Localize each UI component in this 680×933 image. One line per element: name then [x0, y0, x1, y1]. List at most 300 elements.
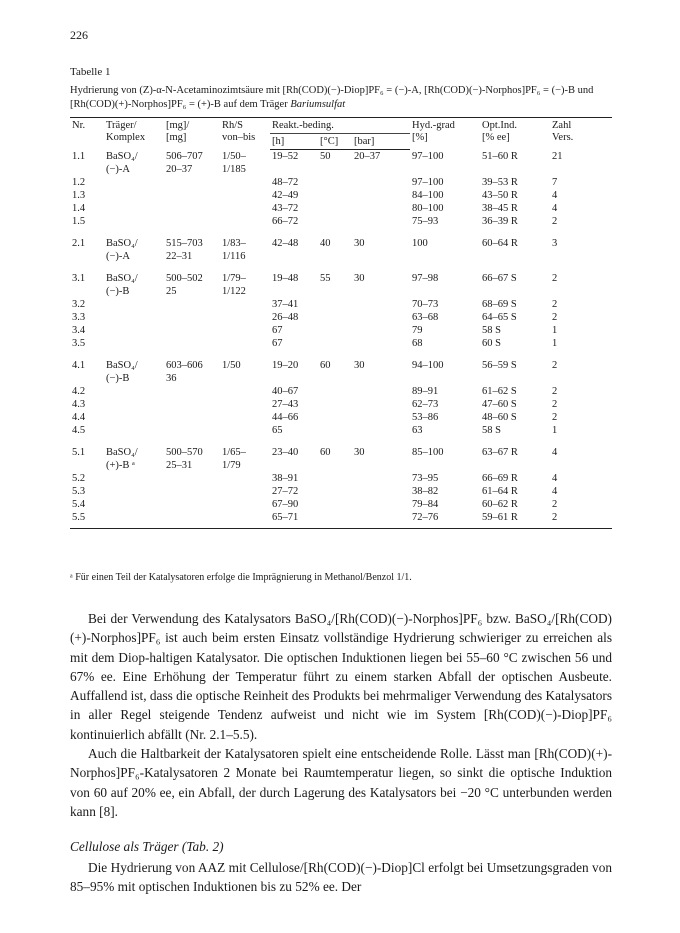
cell-traeger: (−)-B [106, 286, 130, 297]
cell-mg [164, 424, 220, 437]
cell-opt: 61–64 R [482, 486, 518, 497]
cell-c [318, 398, 352, 411]
cell-mg: 20–37 [166, 164, 193, 175]
cell-nr: 1.1 [72, 150, 86, 162]
cell-zahl: 2 [552, 412, 558, 423]
cell-traeger [104, 202, 164, 215]
cell-hyd: 38–82 [412, 486, 439, 497]
col-header-h: [h] [270, 134, 318, 150]
cell-h: 42–48 [272, 238, 299, 249]
cell-nr [70, 250, 104, 263]
cell-zahl: 1 [552, 325, 558, 336]
cell-bar [352, 189, 410, 202]
table-row [70, 385, 612, 398]
cell-c [318, 485, 352, 498]
cell-hyd: 63–68 [412, 312, 439, 323]
col-header-hyd: Hyd.-grad [%] [410, 118, 480, 150]
table-row [70, 498, 612, 511]
cell-nr: 1.4 [72, 203, 86, 214]
cell-traeger [104, 511, 164, 529]
cell-zahl: 2 [552, 386, 558, 397]
cell-c [318, 285, 352, 298]
cell-rhs: 1/185 [222, 164, 246, 175]
cell-nr [70, 459, 104, 472]
cell-rhs [220, 372, 270, 385]
cell-nr: 3.2 [72, 299, 86, 310]
table-row [70, 176, 612, 189]
cell-c [318, 472, 352, 485]
cell-opt: 56–59 S [482, 360, 517, 371]
cell-traeger [104, 298, 164, 311]
paragraph: Auch die Haltbarkeit der Katalysatoren spielt eine entscheidende Rolle. Lässt man [Rh(COD)(+)-Norphos]PF₆-Katalysatoren 2 Monate bei Raumtemperatur liegen, so sinkt die optische Induktion von 60 auf 20% ee, ein Abfall, der durch Lagerung des Katalysators bei −20 °C unterbunden werden kann [8]. [70, 746, 612, 819]
cell-h: 27–72 [272, 486, 299, 497]
table-row [70, 350, 612, 372]
cell-hyd: 68 [412, 338, 423, 349]
cell-traeger: BaSO₄/ [106, 238, 138, 249]
body-text [70, 609, 612, 821]
cell-traeger: BaSO₄/ [106, 273, 138, 284]
cell-hyd [410, 285, 480, 298]
table-row [70, 163, 612, 176]
cell-mg [164, 385, 220, 398]
cell-traeger [104, 411, 164, 424]
results-table-body [70, 150, 612, 529]
cell-c [318, 250, 352, 263]
cell-hyd [410, 459, 480, 472]
cell-mg [164, 176, 220, 189]
cell-mg [164, 498, 220, 511]
table-row [70, 215, 612, 228]
table-row [70, 459, 612, 472]
cell-hyd: 72–76 [412, 512, 439, 523]
cell-h: 19–52 [272, 151, 299, 162]
cell-h: 44–66 [272, 412, 299, 423]
cell-h: 27–43 [272, 399, 299, 410]
cell-c [318, 511, 352, 529]
cell-rhs [220, 311, 270, 324]
cell-opt: 43–50 R [482, 190, 518, 201]
cell-c: 40 [320, 238, 331, 249]
cell-bar [352, 411, 410, 424]
cell-zahl: 1 [552, 425, 558, 436]
cell-nr: 2.1 [72, 238, 86, 249]
cell-bar: 20–37 [354, 151, 381, 162]
table-caption: Tabelle 1 [70, 66, 111, 78]
cell-zahl [550, 459, 612, 472]
cell-opt: 64–65 S [482, 312, 517, 323]
cell-opt: 58 S [482, 325, 501, 336]
cell-nr [70, 285, 104, 298]
cell-h: 67 [272, 338, 283, 349]
cell-h [270, 163, 318, 176]
cell-opt: 60–62 R [482, 499, 518, 510]
table-row [70, 298, 612, 311]
cell-zahl [550, 163, 612, 176]
cell-mg [164, 337, 220, 350]
cell-opt: 58 S [482, 425, 501, 436]
cell-mg [164, 311, 220, 324]
cell-hyd: 85–100 [412, 447, 444, 458]
cell-traeger: BaSO₄/ [106, 360, 138, 371]
cell-h [270, 372, 318, 385]
table-description [70, 84, 610, 112]
col-header-c: [°C] [318, 134, 352, 150]
table-row [70, 411, 612, 424]
cell-rhs: 1/79– [222, 273, 246, 284]
cell-zahl: 4 [552, 190, 558, 201]
col-header-mg: [mg]/ [mg] [164, 118, 220, 150]
col-header-zahl: Zahl Vers. [550, 118, 612, 150]
cell-nr: 1.2 [72, 177, 86, 188]
cell-nr: 5.5 [72, 512, 86, 523]
cell-opt: 60–64 R [482, 238, 518, 249]
cell-traeger: (−)-A [106, 251, 130, 262]
cell-c [318, 459, 352, 472]
cell-c [318, 337, 352, 350]
page-number: 226 [70, 28, 88, 42]
cell-opt: 36–39 R [482, 216, 518, 227]
cell-rhs [220, 298, 270, 311]
cell-mg: 603–606 [166, 360, 203, 371]
cell-nr: 1.3 [72, 190, 86, 201]
cell-bar: 30 [354, 273, 365, 284]
cell-rhs [220, 398, 270, 411]
cell-rhs [220, 424, 270, 437]
cell-bar [352, 337, 410, 350]
cell-opt: 63–67 R [482, 447, 518, 458]
cell-traeger: (+)-B ᵃ [106, 460, 135, 471]
cell-opt: 59–61 R [482, 512, 518, 523]
cell-zahl: 1 [552, 338, 558, 349]
cell-traeger: (−)-B [106, 373, 130, 384]
cell-c: 55 [320, 273, 331, 284]
cell-traeger [104, 215, 164, 228]
cell-mg [164, 202, 220, 215]
cell-traeger [104, 472, 164, 485]
cell-traeger: BaSO₄/ [106, 150, 138, 162]
cell-opt: 66–69 R [482, 473, 518, 484]
cell-nr: 3.4 [72, 325, 86, 336]
table-row [70, 263, 612, 285]
cell-c [318, 176, 352, 189]
cell-hyd: 62–73 [412, 399, 439, 410]
cell-hyd: 73–95 [412, 473, 439, 484]
cell-nr: 5.4 [72, 499, 86, 510]
cell-rhs [220, 511, 270, 529]
cell-h: 19–48 [272, 273, 299, 284]
cell-zahl: 4 [552, 473, 558, 484]
cell-mg [164, 511, 220, 529]
cell-h: 26–48 [272, 312, 299, 323]
cell-rhs [220, 472, 270, 485]
cell-mg [164, 215, 220, 228]
cell-hyd: 94–100 [412, 360, 444, 371]
table-footnote: ᵃ Für einen Teil der Katalysatoren erfolge die Imprägnierung in Methanol/Benzol 1/1. [70, 572, 412, 583]
cell-hyd: 84–100 [412, 190, 444, 201]
cell-bar [352, 311, 410, 324]
table-description-text: Hydrierung von (Z)-α-N-Acetaminozimtsäure mit [Rh(COD)(−)-Diop]PF₆ = (−)-A, [Rh(COD)(−)-Norphos]PF₆ = (−)-B und [Rh(COD)(+)-Norphos]PF₆ = (+)-B auf dem Träger [70, 85, 594, 110]
cell-c: 60 [320, 360, 331, 371]
cell-hyd [410, 372, 480, 385]
cell-opt: 60 S [482, 338, 501, 349]
cell-bar [352, 202, 410, 215]
cell-bar [352, 163, 410, 176]
cell-rhs: 1/65– [222, 447, 246, 458]
cell-c [318, 385, 352, 398]
cell-bar [352, 372, 410, 385]
cell-nr: 3.5 [72, 338, 86, 349]
cell-traeger [104, 337, 164, 350]
table-row [70, 424, 612, 437]
cell-h: 38–91 [272, 473, 299, 484]
col-header-reakt: Reakt.-beding. [270, 118, 410, 134]
cell-rhs: 1/122 [222, 286, 246, 297]
cell-zahl: 2 [552, 360, 558, 371]
cell-bar: 30 [354, 360, 365, 371]
cell-mg [164, 472, 220, 485]
cell-zahl [550, 372, 612, 385]
cell-opt: 61–62 S [482, 386, 517, 397]
cell-opt: 47–60 S [482, 399, 517, 410]
cell-opt: 38–45 R [482, 203, 518, 214]
cell-h: 40–67 [272, 386, 299, 397]
cell-hyd: 70–73 [412, 299, 439, 310]
cell-h: 65 [272, 425, 283, 436]
cell-nr [70, 163, 104, 176]
cell-bar [352, 250, 410, 263]
cell-rhs [220, 337, 270, 350]
cell-nr: 5.3 [72, 486, 86, 497]
cell-c [318, 298, 352, 311]
table-row [70, 285, 612, 298]
cell-mg: 500–502 [166, 273, 203, 284]
cell-opt [480, 372, 550, 385]
cell-traeger: BaSO₄/ [106, 447, 138, 458]
cell-bar [352, 459, 410, 472]
cell-hyd: 97–98 [412, 273, 439, 284]
cell-opt [480, 163, 550, 176]
cell-zahl: 2 [552, 312, 558, 323]
cell-c [318, 202, 352, 215]
cell-traeger [104, 311, 164, 324]
cell-opt: 68–69 S [482, 299, 517, 310]
cell-hyd: 53–86 [412, 412, 439, 423]
cell-opt [480, 285, 550, 298]
cell-nr: 5.2 [72, 473, 86, 484]
cell-c: 50 [320, 151, 331, 162]
cell-bar [352, 285, 410, 298]
cell-hyd [410, 250, 480, 263]
cell-h [270, 459, 318, 472]
cell-nr: 4.5 [72, 425, 86, 436]
cell-opt: 39–53 R [482, 177, 518, 188]
table-row [70, 250, 612, 263]
col-header-bar: [bar] [352, 134, 410, 150]
cell-mg: 500–570 [166, 447, 203, 458]
cell-rhs: 1/50 [222, 360, 241, 371]
cell-rhs [220, 385, 270, 398]
cell-h: 43–72 [272, 203, 299, 214]
cell-mg: 22–31 [166, 251, 193, 262]
cell-h: 23–40 [272, 447, 299, 458]
cell-c [318, 372, 352, 385]
paragraph: Bei der Verwendung des Katalysators BaSO₄/[Rh(COD)(−)-Norphos]PF₆ bzw. BaSO₄/[Rh(COD)(+)-Norphos]PF₆ ist auch beim ersten Einsatz vollständige Hydrierung schwieriger zu erreichen als mit dem Diop-haltigen Katalysator. Die optischen Induktionen liegen bei 55–60 °C zwischen 56 und 67% ee. Eine Erhöhung der Temperatur führt zu einem starken Abfall der optischen Ausbeute. Auffallend ist, dass die optische Reinheit des Produkts bei mehrmaliger Verwendung des Katalysators in aller Regel steigende Tendenz aufweist und nicht wie im System [Rh(COD)(−)-Diop]PF₆ kontinuierlich abfällt (Nr. 2.1–5.5). [70, 611, 612, 742]
cell-rhs [220, 215, 270, 228]
cell-h: 42–49 [272, 190, 299, 201]
cell-hyd: 80–100 [412, 203, 444, 214]
table-row [70, 372, 612, 385]
cell-h: 48–72 [272, 177, 299, 188]
cell-bar [352, 424, 410, 437]
cell-rhs: 1/79 [222, 460, 241, 471]
cell-mg: 25 [166, 286, 177, 297]
col-header-traeger: Träger/ Komplex [104, 118, 164, 150]
cell-mg [164, 189, 220, 202]
cell-h: 67 [272, 325, 283, 336]
cell-c: 60 [320, 447, 331, 458]
body-text-continued [70, 858, 612, 897]
cell-hyd: 79 [412, 325, 423, 336]
cell-bar [352, 324, 410, 337]
cell-nr: 4.3 [72, 399, 86, 410]
cell-traeger [104, 485, 164, 498]
cell-zahl: 2 [552, 399, 558, 410]
table-row [70, 311, 612, 324]
cell-bar [352, 498, 410, 511]
cell-rhs [220, 324, 270, 337]
table-row [70, 511, 612, 529]
cell-mg: 25–31 [166, 460, 193, 471]
table-description-italic: Bariumsulfat [290, 99, 346, 110]
cell-hyd: 75–93 [412, 216, 439, 227]
cell-zahl: 4 [552, 447, 558, 458]
cell-nr [70, 372, 104, 385]
cell-bar [352, 298, 410, 311]
cell-c [318, 163, 352, 176]
cell-zahl: 21 [552, 150, 563, 162]
cell-mg [164, 324, 220, 337]
cell-opt [480, 250, 550, 263]
cell-nr: 4.2 [72, 386, 86, 397]
cell-hyd: 63 [412, 425, 423, 436]
col-header-opt: Opt.Ind. [% ee] [480, 118, 550, 150]
table-row [70, 228, 612, 250]
cell-nr: 3.1 [72, 273, 86, 284]
cell-traeger [104, 424, 164, 437]
cell-rhs [220, 485, 270, 498]
cell-traeger: (−)-A [106, 164, 130, 175]
cell-hyd: 97–100 [412, 177, 444, 188]
cell-zahl: 7 [552, 177, 558, 188]
cell-c [318, 324, 352, 337]
cell-hyd: 100 [412, 238, 428, 249]
cell-nr: 1.5 [72, 216, 86, 227]
cell-rhs [220, 189, 270, 202]
cell-rhs: 1/83– [222, 238, 246, 249]
cell-traeger [104, 498, 164, 511]
cell-bar [352, 215, 410, 228]
cell-rhs: 1/116 [222, 251, 246, 262]
cell-mg [164, 485, 220, 498]
cell-bar [352, 385, 410, 398]
cell-c [318, 498, 352, 511]
table-row [70, 398, 612, 411]
cell-bar [352, 511, 410, 529]
cell-rhs [220, 411, 270, 424]
cell-zahl [550, 250, 612, 263]
table-row [70, 472, 612, 485]
table-row [70, 150, 612, 164]
cell-zahl: 2 [552, 512, 558, 523]
cell-bar [352, 472, 410, 485]
table-row [70, 202, 612, 215]
cell-mg [164, 298, 220, 311]
cell-c [318, 424, 352, 437]
cell-c [318, 411, 352, 424]
cell-h [270, 250, 318, 263]
cell-hyd: 89–91 [412, 386, 439, 397]
cell-mg: 36 [166, 373, 177, 384]
cell-zahl: 3 [552, 238, 558, 249]
cell-nr: 4.1 [72, 360, 86, 371]
table-row [70, 437, 612, 459]
col-header-rhs: Rh/S von–bis [220, 118, 270, 150]
cell-rhs [220, 176, 270, 189]
cell-bar [352, 485, 410, 498]
cell-nr: 3.3 [72, 312, 86, 323]
cell-rhs: 1/50– [222, 150, 246, 162]
col-header-nr: Nr. [70, 118, 104, 150]
cell-h: 37–41 [272, 299, 299, 310]
cell-mg: 515–703 [166, 238, 203, 249]
table-row [70, 337, 612, 350]
section-heading: Cellulose als Träger (Tab. 2) [70, 839, 224, 854]
cell-opt [480, 459, 550, 472]
cell-c [318, 189, 352, 202]
cell-traeger [104, 189, 164, 202]
cell-mg [164, 398, 220, 411]
cell-opt: 66–67 S [482, 273, 517, 284]
cell-opt: 51–60 R [482, 150, 518, 162]
cell-rhs [220, 498, 270, 511]
cell-h: 66–72 [272, 216, 299, 227]
cell-traeger [104, 398, 164, 411]
cell-traeger [104, 176, 164, 189]
cell-zahl: 2 [552, 273, 558, 284]
table-row [70, 189, 612, 202]
cell-zahl [550, 285, 612, 298]
results-table-wrapper [70, 117, 612, 529]
cell-bar: 30 [354, 238, 365, 249]
cell-h: 67–90 [272, 499, 299, 510]
cell-zahl: 2 [552, 216, 558, 227]
paragraph: Die Hydrierung von AAZ mit Cellulose/[Rh(COD)(−)-Diop]Cl erfolgt bei Umsetzungsgraden von 85–95% mit optischen Induktionen bis zu 52% ee. Der [70, 860, 612, 895]
cell-traeger [104, 385, 164, 398]
table-row [70, 324, 612, 337]
cell-c [318, 311, 352, 324]
cell-bar [352, 176, 410, 189]
table-row [70, 485, 612, 498]
cell-mg [164, 411, 220, 424]
cell-bar [352, 398, 410, 411]
cell-hyd [410, 163, 480, 176]
cell-hyd: 97–100 [412, 150, 444, 162]
cell-hyd: 79–84 [412, 499, 439, 510]
cell-nr: 5.1 [72, 447, 86, 458]
cell-mg: 506–707 [166, 150, 203, 162]
cell-opt: 48–60 S [482, 412, 517, 423]
cell-nr: 4.4 [72, 412, 86, 423]
